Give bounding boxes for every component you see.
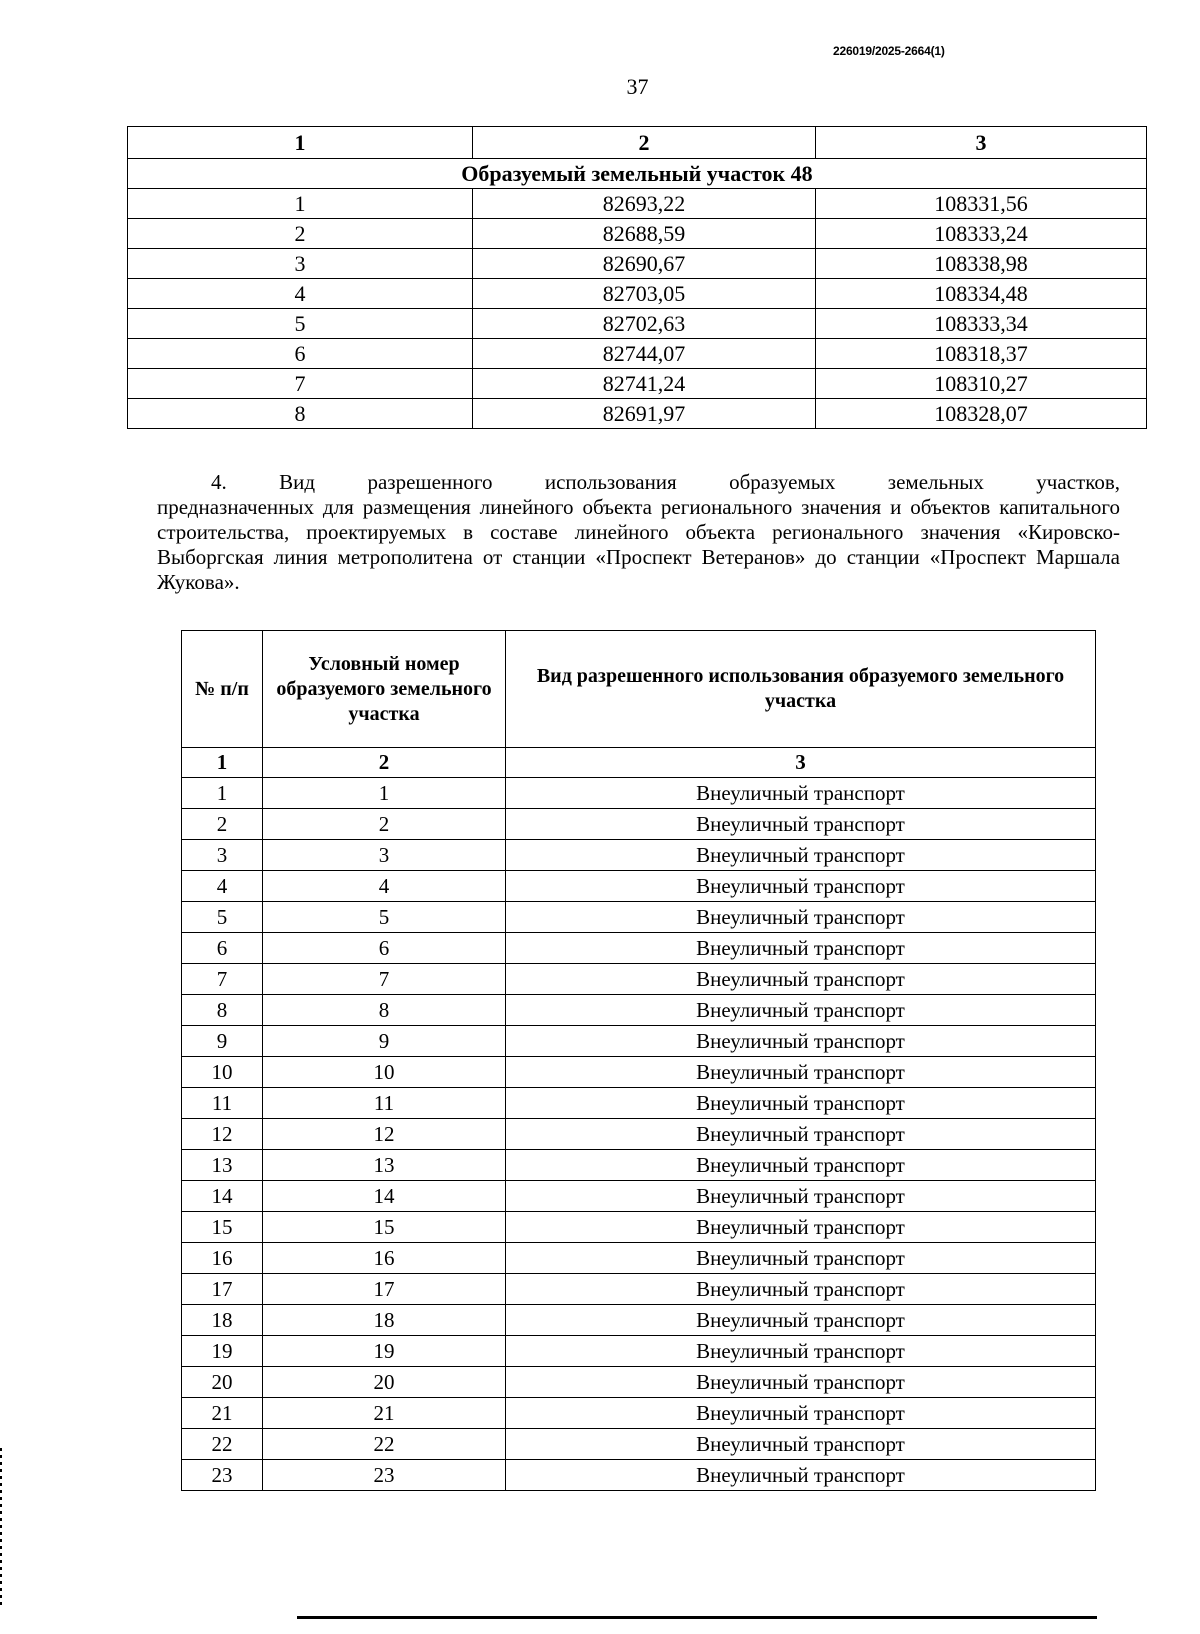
- use-row-cell: 4: [182, 871, 263, 902]
- use-row-cell: 3: [263, 840, 506, 871]
- coord-row-cell: 5: [128, 309, 473, 339]
- use-row-cell: Внеуличный транспорт: [506, 964, 1096, 995]
- coord-section-row: [128, 159, 1147, 189]
- coord-row: [128, 339, 1147, 369]
- use-row-cell: 16: [263, 1243, 506, 1274]
- coord-row-cell: 108310,27: [816, 369, 1147, 399]
- use-row-cell: Внеуличный транспорт: [506, 1088, 1096, 1119]
- bottom-rule: [297, 1616, 1097, 1619]
- coord-col-header: 1: [128, 127, 473, 159]
- coord-row-cell: 108328,07: [816, 399, 1147, 429]
- use-header-row: [182, 631, 1096, 748]
- use-row: [182, 1212, 1096, 1243]
- document-id: 226019/2025-2664(1): [833, 44, 945, 58]
- use-row-cell: Внеуличный транспорт: [506, 1119, 1096, 1150]
- use-row-cell: 14: [182, 1181, 263, 1212]
- coord-row-cell: 82693,22: [473, 189, 816, 219]
- coord-row: [128, 399, 1147, 429]
- clause-4-paragraph: [157, 470, 1120, 595]
- paragraph-first-line: 4. Вид разрешенного использования образуемых земельных участков,: [211, 470, 1120, 494]
- use-row-cell: Внеуличный транспорт: [506, 1460, 1096, 1491]
- use-row-cell: Внеуличный транспорт: [506, 778, 1096, 809]
- use-row-cell: 16: [182, 1243, 263, 1274]
- use-row: [182, 809, 1096, 840]
- use-row-cell: 7: [263, 964, 506, 995]
- coord-row-cell: 4: [128, 279, 473, 309]
- use-row-cell: Внеуличный транспорт: [506, 809, 1096, 840]
- scan-edge-mark: [0, 1448, 2, 1608]
- use-row-cell: 11: [263, 1088, 506, 1119]
- coord-row-cell: 8: [128, 399, 473, 429]
- coord-row-cell: 82744,07: [473, 339, 816, 369]
- use-row-cell: 8: [182, 995, 263, 1026]
- use-row-cell: Внеуличный транспорт: [506, 1181, 1096, 1212]
- use-row-cell: Внеуличный транспорт: [506, 1305, 1096, 1336]
- use-row-cell: 4: [263, 871, 506, 902]
- coord-row-cell: 82691,97: [473, 399, 816, 429]
- use-row-cell: Внеуличный транспорт: [506, 1150, 1096, 1181]
- use-row-cell: 18: [182, 1305, 263, 1336]
- use-row-cell: 10: [182, 1057, 263, 1088]
- use-row: [182, 995, 1096, 1026]
- use-row-cell: 23: [263, 1460, 506, 1491]
- coord-row-cell: 1: [128, 189, 473, 219]
- use-row-cell: Внеуличный транспорт: [506, 840, 1096, 871]
- use-row-cell: Внеуличный транспорт: [506, 871, 1096, 902]
- use-row-cell: Внеуличный транспорт: [506, 995, 1096, 1026]
- use-row: [182, 1460, 1096, 1491]
- coord-row-cell: 2: [128, 219, 473, 249]
- coord-row-cell: 82690,67: [473, 249, 816, 279]
- use-row-cell: 22: [182, 1429, 263, 1460]
- use-row: [182, 1336, 1096, 1367]
- coord-row-cell: 108318,37: [816, 339, 1147, 369]
- coord-row-cell: 108334,48: [816, 279, 1147, 309]
- use-row: [182, 1367, 1096, 1398]
- coord-row-cell: 82741,24: [473, 369, 816, 399]
- use-row-cell: 19: [263, 1336, 506, 1367]
- use-row: [182, 840, 1096, 871]
- coord-row: [128, 369, 1147, 399]
- use-row-cell: 10: [263, 1057, 506, 1088]
- coord-row-cell: 82688,59: [473, 219, 816, 249]
- use-row: [182, 778, 1096, 809]
- use-row-cell: Внеуличный транспорт: [506, 1212, 1096, 1243]
- use-row-cell: 6: [182, 933, 263, 964]
- use-row-cell: 21: [263, 1398, 506, 1429]
- use-row-cell: Внеуличный транспорт: [506, 1026, 1096, 1057]
- use-row-cell: 1: [263, 778, 506, 809]
- coord-col-header: 2: [473, 127, 816, 159]
- use-row: [182, 1026, 1096, 1057]
- use-row-cell: 13: [182, 1150, 263, 1181]
- coord-header-row: [128, 127, 1147, 159]
- use-row-cell: Внеуличный транспорт: [506, 1243, 1096, 1274]
- header-plot-number: Условный номер образуемого земельного участка: [263, 631, 506, 748]
- use-row-cell: Внеуличный транспорт: [506, 1274, 1096, 1305]
- header-permitted-use: Вид разрешенного использования образуемого земельного участка: [506, 631, 1096, 748]
- use-row: [182, 933, 1096, 964]
- coord-row: [128, 309, 1147, 339]
- coord-row-cell: 6: [128, 339, 473, 369]
- coord-col-header: 3: [816, 127, 1147, 159]
- use-row: [182, 1119, 1096, 1150]
- coord-row-cell: 108331,56: [816, 189, 1147, 219]
- use-row-cell: 14: [263, 1181, 506, 1212]
- coord-row-cell: 7: [128, 369, 473, 399]
- use-row-cell: 5: [263, 902, 506, 933]
- use-row-cell: 19: [182, 1336, 263, 1367]
- coord-row-cell: 108338,98: [816, 249, 1147, 279]
- coordinates-table: [127, 126, 1147, 429]
- use-row-cell: 15: [263, 1212, 506, 1243]
- use-row-cell: 2: [263, 809, 506, 840]
- use-row-cell: 2: [182, 809, 263, 840]
- use-row-cell: 8: [263, 995, 506, 1026]
- section-title: Образуемый земельный участок 48: [128, 159, 1147, 189]
- use-row: [182, 1429, 1096, 1460]
- use-row: [182, 1398, 1096, 1429]
- use-row-cell: 9: [182, 1026, 263, 1057]
- coord-row-cell: 3: [128, 249, 473, 279]
- page-number: 37: [626, 74, 649, 99]
- use-col-number: 3: [506, 748, 1096, 778]
- coord-row-cell: 82702,63: [473, 309, 816, 339]
- use-row-cell: 21: [182, 1398, 263, 1429]
- coord-row: [128, 279, 1147, 309]
- use-row-cell: 11: [182, 1088, 263, 1119]
- use-row-cell: Внеуличный транспорт: [506, 1367, 1096, 1398]
- use-row: [182, 964, 1096, 995]
- coord-row: [128, 189, 1147, 219]
- use-row-cell: 20: [263, 1367, 506, 1398]
- use-row-cell: 12: [182, 1119, 263, 1150]
- use-row-cell: 13: [263, 1150, 506, 1181]
- use-row-cell: 23: [182, 1460, 263, 1491]
- use-colnum-row: [182, 748, 1096, 778]
- use-row: [182, 1243, 1096, 1274]
- use-row: [182, 871, 1096, 902]
- coord-row: [128, 219, 1147, 249]
- use-row-cell: 7: [182, 964, 263, 995]
- use-row-cell: 3: [182, 840, 263, 871]
- use-row-cell: 18: [263, 1305, 506, 1336]
- use-rows: [182, 778, 1096, 1491]
- use-row: [182, 902, 1096, 933]
- use-row-cell: Внеуличный транспорт: [506, 933, 1096, 964]
- use-row: [182, 1305, 1096, 1336]
- use-col-number: 2: [263, 748, 506, 778]
- use-row: [182, 1088, 1096, 1119]
- use-row: [182, 1181, 1096, 1212]
- coord-rows: [128, 189, 1147, 429]
- use-row-cell: 20: [182, 1367, 263, 1398]
- use-row-cell: 1: [182, 778, 263, 809]
- use-row-cell: Внеуличный транспорт: [506, 902, 1096, 933]
- use-row-cell: 17: [182, 1274, 263, 1305]
- permitted-use-table: [181, 630, 1096, 1491]
- paragraph-body: предназначенных для размещения линейного объекта регионального значения и объектов капитального строительства, проектируемых в составе линейного объекта регионального значения «Кировско-Выборгская линия метрополитена от станции «Проспект Ветеранов» до станции «Проспект Маршала Жукова».: [157, 495, 1120, 594]
- use-row: [182, 1150, 1096, 1181]
- use-row-cell: 12: [263, 1119, 506, 1150]
- header-row-number-text: № п/п: [195, 677, 249, 700]
- use-row-cell: Внеуличный транспорт: [506, 1398, 1096, 1429]
- coord-row: [128, 249, 1147, 279]
- coord-row-cell: 108333,24: [816, 219, 1147, 249]
- use-row-cell: 9: [263, 1026, 506, 1057]
- coord-row-cell: 108333,34: [816, 309, 1147, 339]
- header-row-number: [182, 631, 263, 748]
- coord-row-cell: 82703,05: [473, 279, 816, 309]
- use-row-cell: Внеуличный транспорт: [506, 1336, 1096, 1367]
- use-row-cell: 6: [263, 933, 506, 964]
- use-row-cell: 17: [263, 1274, 506, 1305]
- use-row: [182, 1057, 1096, 1088]
- use-row-cell: 22: [263, 1429, 506, 1460]
- use-row-cell: 15: [182, 1212, 263, 1243]
- use-row-cell: Внеуличный транспорт: [506, 1429, 1096, 1460]
- use-col-number: 1: [182, 748, 263, 778]
- use-row: [182, 1274, 1096, 1305]
- use-row-cell: Внеуличный транспорт: [506, 1057, 1096, 1088]
- use-row-cell: 5: [182, 902, 263, 933]
